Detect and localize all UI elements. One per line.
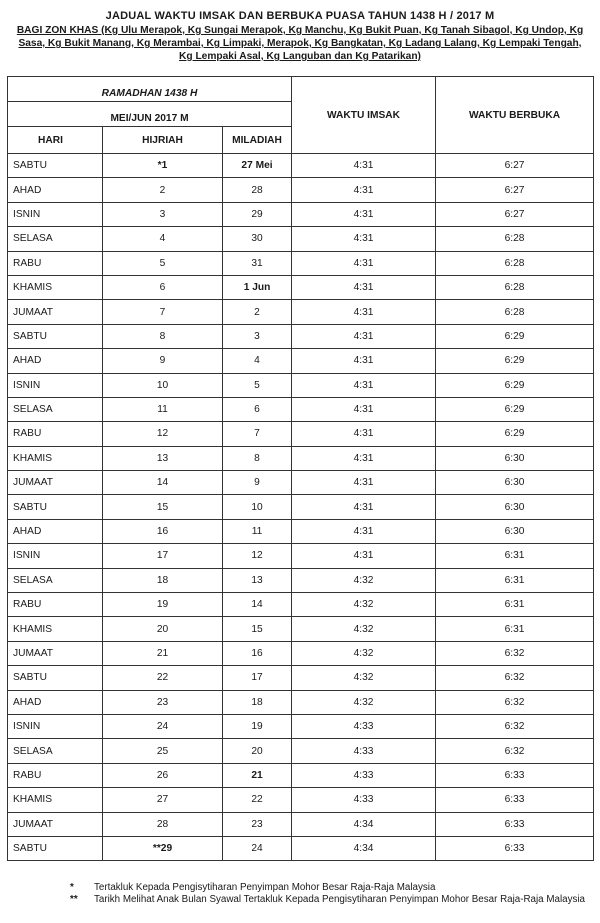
- hari-cell: KHAMIS: [8, 446, 103, 470]
- berbuka-cell: 6:28: [436, 251, 594, 275]
- table-row: [8, 446, 594, 470]
- hijriah-cell: 24: [103, 714, 223, 738]
- miladiah-cell: 21: [223, 763, 292, 787]
- table-row: [8, 544, 594, 568]
- hari-cell: JUMAAT: [8, 300, 103, 324]
- miladiah-cell: 11: [223, 519, 292, 543]
- miladiah-cell: 14: [223, 593, 292, 617]
- berbuka-cell: 6:29: [436, 397, 594, 421]
- hijriah-cell: 17: [103, 544, 223, 568]
- table-row: [8, 397, 594, 421]
- hijriah-cell: **29: [103, 836, 223, 860]
- imsak-cell: 4:32: [292, 593, 436, 617]
- table-row: [8, 812, 594, 836]
- miladiah-cell: 19: [223, 714, 292, 738]
- hijriah-cell: 11: [103, 397, 223, 421]
- miladiah-cell: 29: [223, 202, 292, 226]
- miladiah-cell: 17: [223, 666, 292, 690]
- miladiah-cell: 10: [223, 495, 292, 519]
- berbuka-cell: 6:32: [436, 714, 594, 738]
- miladiah-cell: 23: [223, 812, 292, 836]
- hijriah-cell: 22: [103, 666, 223, 690]
- berbuka-cell: 6:32: [436, 690, 594, 714]
- table-row: [8, 763, 594, 787]
- hijriah-cell: 14: [103, 471, 223, 495]
- hijriah-cell: 5: [103, 251, 223, 275]
- hijriah-cell: 15: [103, 495, 223, 519]
- miladiah-cell: 8: [223, 446, 292, 470]
- miladiah-cell: 16: [223, 641, 292, 665]
- hijriah-cell: 6: [103, 275, 223, 299]
- berbuka-header: WAKTU BERBUKA: [436, 77, 594, 154]
- berbuka-cell: 6:33: [436, 836, 594, 860]
- footnote-marker: *: [70, 882, 74, 893]
- ramadhan-header: RAMADHAN 1438 H: [8, 77, 292, 102]
- berbuka-cell: 6:32: [436, 739, 594, 763]
- berbuka-cell: 6:31: [436, 593, 594, 617]
- imsak-cell: 4:31: [292, 373, 436, 397]
- hijriah-cell: 21: [103, 641, 223, 665]
- imsak-cell: 4:31: [292, 349, 436, 373]
- table-row: [8, 617, 594, 641]
- hijriah-cell: 8: [103, 324, 223, 348]
- table-row: [8, 714, 594, 738]
- imsak-cell: 4:32: [292, 690, 436, 714]
- hari-cell: AHAD: [8, 690, 103, 714]
- table-row: [8, 739, 594, 763]
- berbuka-cell: 6:32: [436, 641, 594, 665]
- imsak-cell: 4:31: [292, 275, 436, 299]
- imsak-cell: 4:32: [292, 641, 436, 665]
- hijriah-cell: 18: [103, 568, 223, 592]
- miladiah-cell: 20: [223, 739, 292, 763]
- table-row: [8, 349, 594, 373]
- hijriah-cell: 19: [103, 593, 223, 617]
- berbuka-cell: 6:30: [436, 471, 594, 495]
- hijriah-cell: 20: [103, 617, 223, 641]
- miladiah-cell: 27 Mei: [223, 154, 292, 178]
- miladiah-cell: 12: [223, 544, 292, 568]
- schedule-body: [8, 154, 594, 861]
- table-row: [8, 422, 594, 446]
- table-row: [8, 178, 594, 202]
- period-header: MEI/JUN 2017 M: [8, 102, 292, 127]
- miladiah-cell: 7: [223, 422, 292, 446]
- table-row: [8, 227, 594, 251]
- footnotes: [70, 882, 590, 905]
- imsak-cell: 4:33: [292, 714, 436, 738]
- hijriah-cell: *1: [103, 154, 223, 178]
- berbuka-cell: 6:33: [436, 763, 594, 787]
- hari-cell: AHAD: [8, 519, 103, 543]
- hari-cell: SELASA: [8, 739, 103, 763]
- hari-cell: SELASA: [8, 227, 103, 251]
- berbuka-cell: 6:30: [436, 519, 594, 543]
- imsak-cell: 4:31: [292, 495, 436, 519]
- footnote: [70, 894, 590, 906]
- hari-cell: RABU: [8, 593, 103, 617]
- imsak-cell: 4:31: [292, 324, 436, 348]
- hijriah-cell: 13: [103, 446, 223, 470]
- hijriah-cell: 2: [103, 178, 223, 202]
- imsak-cell: 4:31: [292, 544, 436, 568]
- hari-cell: KHAMIS: [8, 788, 103, 812]
- hari-cell: RABU: [8, 251, 103, 275]
- imsak-cell: 4:33: [292, 763, 436, 787]
- hari-cell: SELASA: [8, 397, 103, 421]
- miladiah-cell: 31: [223, 251, 292, 275]
- miladiah-cell: 24: [223, 836, 292, 860]
- schedule-table: [7, 76, 594, 861]
- hari-cell: JUMAAT: [8, 471, 103, 495]
- miladiah-cell: 6: [223, 397, 292, 421]
- footnote-marker: **: [70, 893, 78, 905]
- imsak-header: WAKTU IMSAK: [292, 77, 436, 154]
- miladiah-cell: 9: [223, 471, 292, 495]
- hijriah-cell: 28: [103, 812, 223, 836]
- miladiah-cell: 5: [223, 373, 292, 397]
- hijriah-cell: 27: [103, 788, 223, 812]
- berbuka-cell: 6:28: [436, 300, 594, 324]
- miladiah-cell: 4: [223, 349, 292, 373]
- hari-cell: AHAD: [8, 178, 103, 202]
- miladiah-cell: 28: [223, 178, 292, 202]
- hijriah-header: HIJRIAH: [103, 127, 223, 154]
- table-row: [8, 593, 594, 617]
- table-row: [8, 471, 594, 495]
- berbuka-cell: 6:32: [436, 666, 594, 690]
- berbuka-cell: 6:29: [436, 349, 594, 373]
- document-title: JADUAL WAKTU IMSAK DAN BERBUKA PUASA TAHUN 1438 H / 2017 M: [105, 10, 495, 22]
- table-row: [8, 836, 594, 860]
- table-row: [8, 495, 594, 519]
- berbuka-cell: 6:29: [436, 422, 594, 446]
- berbuka-cell: 6:27: [436, 178, 594, 202]
- berbuka-cell: 6:28: [436, 227, 594, 251]
- table-row: [8, 666, 594, 690]
- miladiah-cell: 22: [223, 788, 292, 812]
- table-row: [8, 300, 594, 324]
- hari-cell: ISNIN: [8, 714, 103, 738]
- hari-cell: SABTU: [8, 495, 103, 519]
- footnote-text: Tertakluk Kepada Pengisytiharan Penyimpan Mohor Besar Raja-Raja Malaysia: [94, 882, 436, 893]
- imsak-cell: 4:31: [292, 202, 436, 226]
- hari-cell: RABU: [8, 422, 103, 446]
- berbuka-cell: 6:27: [436, 202, 594, 226]
- table-row: [8, 202, 594, 226]
- imsak-cell: 4:31: [292, 422, 436, 446]
- table-row: [8, 154, 594, 178]
- berbuka-cell: 6:29: [436, 324, 594, 348]
- berbuka-cell: 6:28: [436, 275, 594, 299]
- table-row: [8, 690, 594, 714]
- imsak-cell: 4:31: [292, 154, 436, 178]
- hijriah-cell: 23: [103, 690, 223, 714]
- hari-header: HARI: [8, 127, 103, 154]
- hijriah-cell: 4: [103, 227, 223, 251]
- imsak-cell: 4:31: [292, 397, 436, 421]
- hijriah-cell: 16: [103, 519, 223, 543]
- imsak-cell: 4:32: [292, 666, 436, 690]
- berbuka-cell: 6:33: [436, 812, 594, 836]
- table-row: [8, 373, 594, 397]
- table-row: [8, 324, 594, 348]
- hari-cell: JUMAAT: [8, 641, 103, 665]
- hari-cell: ISNIN: [8, 202, 103, 226]
- hijriah-cell: 7: [103, 300, 223, 324]
- hari-cell: SABTU: [8, 666, 103, 690]
- miladiah-cell: 3: [223, 324, 292, 348]
- berbuka-cell: 6:29: [436, 373, 594, 397]
- imsak-cell: 4:31: [292, 471, 436, 495]
- imsak-cell: 4:31: [292, 251, 436, 275]
- miladiah-cell: 2: [223, 300, 292, 324]
- imsak-cell: 4:32: [292, 568, 436, 592]
- berbuka-cell: 6:31: [436, 568, 594, 592]
- hijriah-cell: 26: [103, 763, 223, 787]
- miladiah-cell: 13: [223, 568, 292, 592]
- zone-line-3: Kg Lempaki Asal, Kg Languban dan Kg Patarikan): [179, 51, 421, 62]
- miladiah-header: MILADIAH: [223, 127, 292, 154]
- hijriah-cell: 12: [103, 422, 223, 446]
- table-row: [8, 275, 594, 299]
- hari-cell: ISNIN: [8, 373, 103, 397]
- hari-cell: KHAMIS: [8, 617, 103, 641]
- imsak-cell: 4:34: [292, 836, 436, 860]
- imsak-cell: 4:32: [292, 617, 436, 641]
- hijriah-cell: 3: [103, 202, 223, 226]
- imsak-cell: 4:31: [292, 227, 436, 251]
- zone-line-2: Sasa, Kg Bukit Manang, Kg Merambai, Kg Limpaki, Merapok, Kg Bangkatan, Kg Ladang Lalang, Kg Lempaki Tengah,: [18, 38, 582, 49]
- miladiah-cell: 18: [223, 690, 292, 714]
- berbuka-cell: 6:33: [436, 788, 594, 812]
- imsak-cell: 4:34: [292, 812, 436, 836]
- table-row: [8, 568, 594, 592]
- table-row: [8, 641, 594, 665]
- zone-description: [6, 24, 594, 63]
- imsak-cell: 4:33: [292, 788, 436, 812]
- imsak-cell: 4:33: [292, 739, 436, 763]
- imsak-cell: 4:31: [292, 519, 436, 543]
- hari-cell: RABU: [8, 763, 103, 787]
- imsak-cell: 4:31: [292, 300, 436, 324]
- imsak-cell: 4:31: [292, 178, 436, 202]
- table-row: [8, 251, 594, 275]
- miladiah-cell: 15: [223, 617, 292, 641]
- hari-cell: KHAMIS: [8, 275, 103, 299]
- zone-line-1: BAGI ZON KHAS (Kg Ulu Merapok, Kg Sungai Merapok, Kg Manchu, Kg Bukit Puan, Kg Tanah Sibagol, Kg Undop, Kg: [16, 25, 584, 36]
- footnote-text: Tarikh Melihat Anak Bulan Syawal Tertakluk Kepada Pengisytiharan Penyimpan Mohor Besar Raja-Raja Malaysia: [94, 893, 586, 905]
- hijriah-cell: 10: [103, 373, 223, 397]
- hari-cell: SELASA: [8, 568, 103, 592]
- berbuka-cell: 6:31: [436, 544, 594, 568]
- hari-cell: SABTU: [8, 324, 103, 348]
- berbuka-cell: 6:27: [436, 154, 594, 178]
- miladiah-cell: 30: [223, 227, 292, 251]
- table-row: [8, 519, 594, 543]
- hijriah-cell: 9: [103, 349, 223, 373]
- berbuka-cell: 6:30: [436, 446, 594, 470]
- hari-cell: AHAD: [8, 349, 103, 373]
- berbuka-cell: 6:30: [436, 495, 594, 519]
- hijriah-cell: 25: [103, 739, 223, 763]
- hari-cell: SABTU: [8, 836, 103, 860]
- berbuka-cell: 6:31: [436, 617, 594, 641]
- miladiah-cell: 1 Jun: [223, 275, 292, 299]
- footnote: [70, 882, 590, 894]
- imsak-cell: 4:31: [292, 446, 436, 470]
- hari-cell: SABTU: [8, 154, 103, 178]
- table-row: [8, 788, 594, 812]
- hari-cell: JUMAAT: [8, 812, 103, 836]
- hari-cell: ISNIN: [8, 544, 103, 568]
